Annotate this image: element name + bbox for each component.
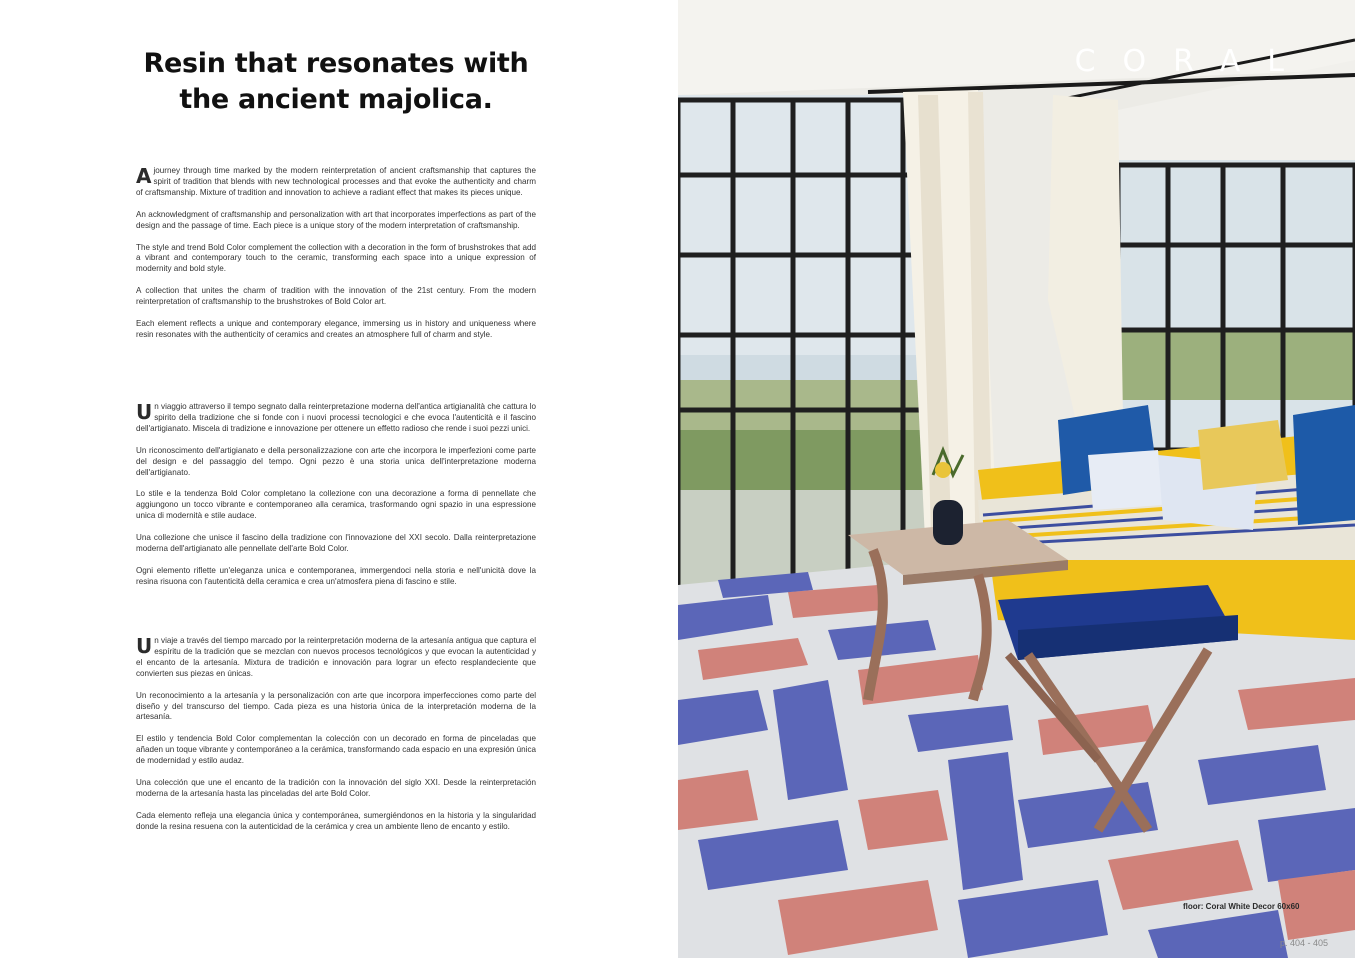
page-title — [136, 46, 536, 118]
paragraph-text: n viaggio attraverso il tempo segnato dalla reinterpretazione moderna dell'antica artigianalità che cattura lo spirito della tradizione che si fonde con i nuovi processi tecnologici e che evoca l'autenticità e il fascino dell'artigianato. Miscela di tradizione e innovazione per ottenere un effetto radioso che rende i suoi pezzi unici. — [136, 402, 536, 433]
paragraph: Una colección que une el encanto de la tradición con la innovación del siglo XXI. Desde la reinterpretación moderna de la artesanía hasta las pinceladas del arte Bold Color. — [136, 778, 536, 798]
title-line-2: the ancient majolica. — [179, 84, 493, 115]
drop-cap: A — [136, 164, 152, 188]
living-room-illustration — [678, 0, 1355, 958]
title-line-1: Resin that resonates with — [143, 48, 529, 79]
photo-caption: floor: Coral White Decor 60x60 — [1183, 902, 1300, 911]
paragraph: An acknowledgment of craftsmanship and personalization with art that incorporates imperfections as part of the design and the passage of time. Each piece is a unique story of the modern interpretation of craftsmanship. — [136, 209, 536, 230]
paragraph-text: n viaje a través del tiempo marcado por la reinterpretación moderna de la artesanía antigua que captura el espíritu de la tradición que se mezclan con nuevos procesos tecnológicos y que evocan la autenticidad y el encanto de la artesanía. Mixtura de tradición e innovación para lograr un efecto resplandeciente que convierten sus piezas en únicas. — [136, 636, 536, 678]
paragraph: Each element reflects a unique and contemporary elegance, immersing us in history and uniqueness where resin resonates with the authenticity of ceramics and creates an atmosphere full of charm and style. — [136, 319, 536, 339]
paragraph: Una collezione che unisce il fascino della tradizione con l'innovazione del XXI secolo. Dalla reinterpretazione moderna dell'artigianato alle pennellate dell'arte Bold Color. — [136, 533, 536, 554]
italian-text-block — [136, 402, 536, 599]
right-window — [1118, 160, 1355, 450]
spanish-text-block — [136, 636, 536, 844]
paragraph: El estilo y tendencia Bold Color complementan la colección con un decorado en forma de pinceladas que añaden un toque vibrante y contemporáneo a la cerámica, transformando cada espacio en una expresión única de modernidad y estilo audaz. — [136, 734, 536, 766]
brand-logo: CORAL — [1074, 44, 1311, 79]
paragraph-text: journey through time marked by the modern reinterpretation of ancient craftsmanship that captures the spirit of tradition that blends with new technological processes and that evoke the authenticity and charm of craftsmanship. Mixture of tradition and innovation to achieve a radiant effect that makes its pieces unique. — [136, 166, 536, 197]
page-number: p. 404 - 405 — [1280, 938, 1329, 948]
paragraph: Lo stile e la tendenza Bold Color completano la collezione con una decorazione a forma di pennellate che aggiungono un tocco vibrante e contemporaneo alla ceramica, trasformando ogni spazio in una espressione unica di modernità e stile audace. — [136, 489, 536, 521]
paragraph — [136, 166, 536, 199]
english-text-block — [136, 166, 536, 352]
paragraph: Un reconocimiento a la artesanía y la personalización con arte que incorpora imperfecciones como parte del diseño y del transcurso del tiempo. Cada pieza es una historia única de la interpretación moderna de la artesanía. — [136, 690, 536, 722]
paragraph: Ogni elemento riflette un'eleganza unica e contemporanea, immergendoci nella storia e nell'unicità dove la resina risuona con l'autenticità della ceramica e crea un'atmosfera piena di fascino e stile. — [136, 565, 536, 586]
paragraph — [136, 402, 536, 435]
paragraph: Un riconoscimento dell'artigianato e della personalizzazione con arte che incorpora le imperfezioni come parte del design e del passaggio del tempo. Ogni pezzo è una storia unica dell'interpretazione moderna dell'artigianato. — [136, 445, 536, 477]
paragraph: The style and trend Bold Color complement the collection with a decoration in the form of brushstrokes that add a vibrant and contemporary touch to the ceramic, transforming each space into a unique expression of modernity and bold style. — [136, 242, 536, 274]
drop-cap: U — [136, 400, 153, 424]
paragraph: A collection that unites the charm of tradition with the innovation of the 21st century. From the modern reinterpretation of craftsmanship to the brushstrokes of Bold Color art. — [136, 286, 536, 307]
paragraph — [136, 636, 536, 680]
paragraph: Cada elemento refleja una elegancia única y contemporánea, sumergiéndonos en la historia y la singularidad donde la resina resuena con la autenticidad de la cerámica y crea un ambiente lleno de encanto y estilo. — [136, 810, 536, 831]
drop-cap: U — [136, 634, 153, 658]
room-photo — [678, 0, 1355, 958]
